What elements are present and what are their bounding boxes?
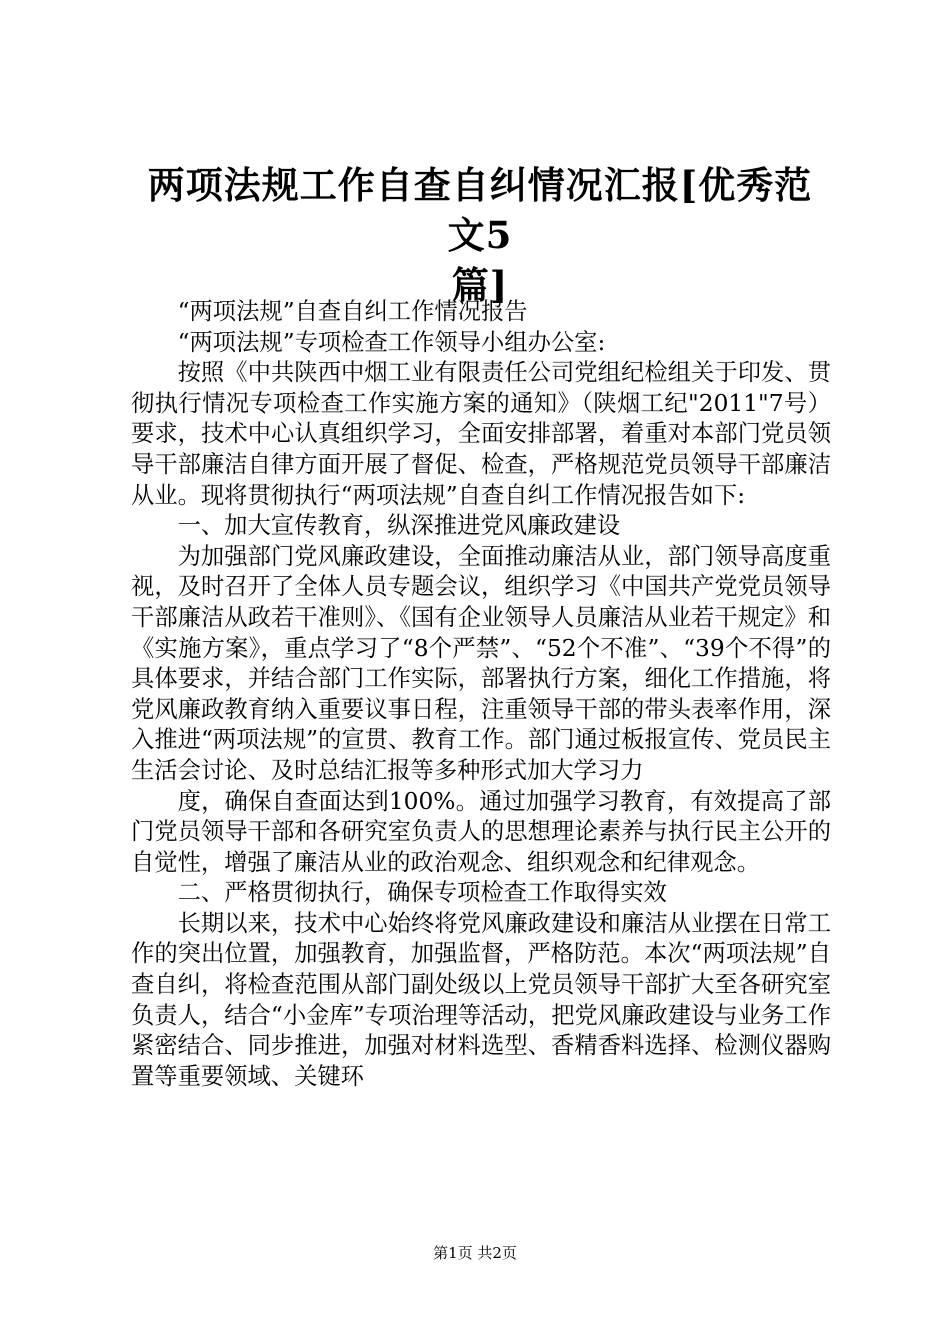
section-heading-2: 二、严格贯彻执行，确保专项检查工作取得实效 — [177, 879, 667, 907]
title-line-1: 两项法规工作自查自纠情况汇报[优秀范文5 — [147, 163, 813, 257]
section-heading-1: 一、加大宣传教育，纵深推进党风廉政建设 — [177, 512, 621, 540]
document-title — [130, 160, 830, 310]
document-body — [131, 297, 831, 1092]
body-paragraph: 度，确保自查面达到100%。通过加强学习教育，有效提高了部门党员领导干部和各研究室负责人的思想理论素养与执行民主公开的自觉性，增强了廉洁从业的政治观念、组织观念和纪律观念。 — [131, 787, 831, 876]
title-line-2: 篇] — [451, 263, 509, 307]
body-paragraph: 长期以来，技术中心始终将党风廉政建设和廉洁从业摆在日常工作的突出位置，加强教育，加强监督，严格防范。本次“两项法规”自查自纠，将检查范围从部门副处级以上党员领导干部扩大至各研究室负责人，结合“小金库”专项治理等活动，把党风廉政建设与业务工作紧密结合、同步推进，加强对材料选型、香精香料选择、检测仪器购置等重要领域、关键环 — [131, 909, 831, 1090]
body-paragraph: 为加强部门党风廉政建设，全面推动廉洁从业，部门领导高度重视，及时召开了全体人员专题会议，组织学习《中国共产党党员领导干部廉洁从政若干准则》、《国有企业领导人员廉洁从业若干规定》和《实施方案》，重点学习了“8个严禁”、“52个不准”、“39个不得”的具体要求，并结合部门工作实际，部署执行方案，细化工作措施，将党风廉政教育纳入重要议事日程，注重领导干部的带头表率作用，深入推进“两项法规”的宣贯、教育工作。部门通过板报宣传、党员民主生活会讨论、及时总结汇报等多种形式加大学习力 — [131, 542, 831, 784]
intro-paragraph: 按照《中共陕西中烟工业有限责任公司党组纪检组关于印发、贯彻执行情况专项检查工作实施方案的通知》（陕烟工纪"2011"7号）要求，技术中心认真组织学习，全面安排部署，着重对本部门党员领导干部廉洁自律方面开展了督促、检查，严格规范党员领导干部廉洁从业。现将贯彻执行“两项法规”自查自纠工作情况报告如下: — [131, 359, 831, 509]
report-heading: “两项法规”自查自纠工作情况报告 — [177, 298, 528, 325]
addressee: “两项法规”专项检查工作领导小组办公室: — [177, 328, 606, 356]
page-footer: 第1页 共2页 — [433, 1244, 517, 1262]
